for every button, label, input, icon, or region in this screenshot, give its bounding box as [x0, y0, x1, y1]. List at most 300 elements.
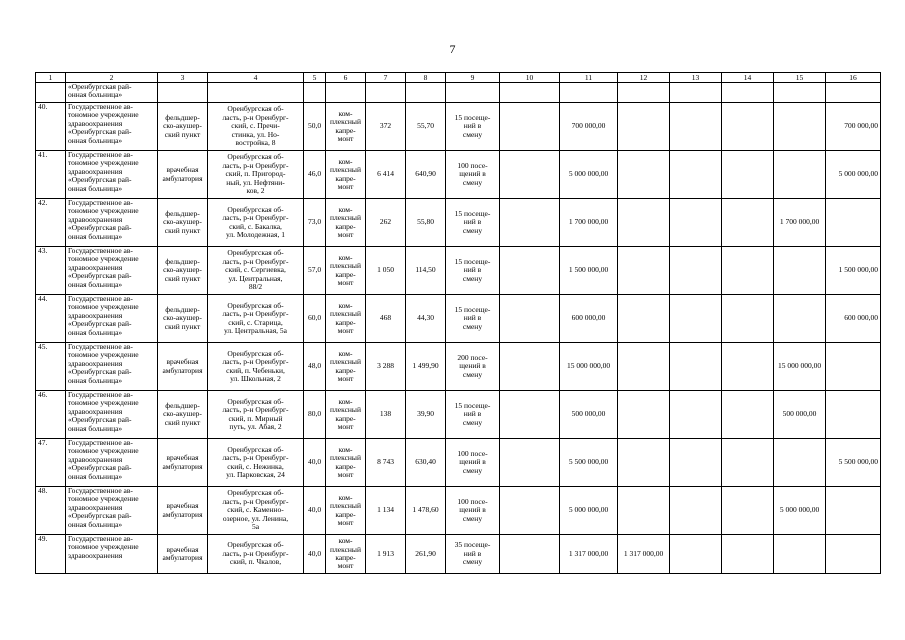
cell — [560, 83, 618, 103]
cell-area: 48,0 — [304, 343, 326, 391]
text-line: 100 посе- — [457, 160, 488, 170]
text-line: «Оренбургская рай- — [68, 319, 132, 329]
cell-organization — [66, 247, 158, 295]
text-line: «Оренбургская рай- — [68, 82, 132, 91]
cell-col-8: 630,40 — [406, 439, 446, 487]
cell-col-11: 15 000 000,00 — [560, 343, 618, 391]
cell-area: 80,0 — [304, 391, 326, 439]
cell-col-8: 55,70 — [406, 103, 446, 151]
cell-col-7: 6 414 — [366, 151, 406, 199]
cell-col-15 — [774, 151, 826, 199]
cell-col-7: 372 — [366, 103, 406, 151]
cell-address — [208, 391, 304, 439]
text-line: тономное учреждение — [68, 398, 139, 408]
cell-col-11: 700 000,00 — [560, 103, 618, 151]
text-line: ний в — [463, 265, 482, 275]
cell-work-type — [326, 343, 366, 391]
cell-col-10 — [500, 103, 560, 151]
cell-col-13 — [670, 487, 722, 535]
text-line: тономное учреждение — [68, 494, 139, 504]
cell-col-7: 8 743 — [366, 439, 406, 487]
text-line: ул. Школьная, 2 — [230, 373, 281, 383]
cell-organization — [66, 151, 158, 199]
text-line: здравоохранения — [68, 166, 123, 176]
cell-area: 73,0 — [304, 199, 326, 247]
cell-col-10 — [500, 391, 560, 439]
cell-organization — [66, 199, 158, 247]
text-line: смену — [462, 513, 483, 523]
text-line: ком- — [338, 300, 353, 310]
cell-address — [208, 535, 304, 574]
text-line: Государственное ав- — [68, 342, 133, 351]
col-header: 16 — [826, 73, 881, 83]
cell-work-type — [326, 247, 366, 295]
text-line: 100 посе- — [457, 448, 488, 458]
cell-col-16 — [826, 487, 881, 535]
cell-col-13 — [670, 535, 722, 574]
text-line: онная больница» — [68, 231, 123, 241]
col-header: 8 — [406, 73, 446, 83]
text-line: Государственное ав- — [68, 294, 133, 303]
cell-address — [208, 487, 304, 535]
cell-col-14 — [722, 199, 774, 247]
cell-facility-type — [158, 199, 208, 247]
cell-col-16: 600 000,00 — [826, 295, 881, 343]
text-line: ский пункт — [164, 273, 201, 283]
text-line: амбулатория — [162, 553, 203, 562]
text-line: здравоохранения — [68, 214, 123, 224]
cell — [722, 83, 774, 103]
text-line: ско-акушер- — [163, 265, 202, 275]
table-row — [36, 439, 881, 487]
cell-col-15 — [774, 535, 826, 574]
text-line: плексный — [330, 501, 361, 511]
col-header: 14 — [722, 73, 774, 83]
text-line: ский, п. Пригород- — [225, 169, 286, 179]
cell-col-10 — [500, 247, 560, 295]
text-line: ласть, р-н Оренбург- — [222, 453, 289, 463]
text-line: здравоохранения — [68, 550, 123, 560]
table-row — [36, 103, 881, 151]
cell-col-11: 5 500 000,00 — [560, 439, 618, 487]
text-line: здравоохранения — [68, 454, 123, 464]
cell-col-7: 1 913 — [366, 535, 406, 574]
text-line: Оренбургская об- — [227, 348, 284, 358]
text-line: Оренбургская об- — [227, 248, 284, 258]
text-line: ком- — [338, 444, 353, 454]
cell-col-14 — [722, 391, 774, 439]
text-line: амбулатория — [162, 461, 203, 471]
text-line: ский, с. Старица, — [228, 317, 283, 327]
text-line: смену — [462, 225, 483, 235]
text-line: ско-акушер- — [163, 217, 202, 227]
text-line: тономное учреждение — [68, 446, 139, 456]
text-line: капре- — [335, 553, 356, 562]
cell-col-15 — [774, 295, 826, 343]
text-line: ский, с. Бакалка, — [229, 221, 282, 231]
text-line: Государственное ав- — [68, 486, 133, 495]
text-line: ласть, р-н Оренбург- — [222, 357, 289, 367]
cell-capacity — [446, 295, 500, 343]
cell-row-number: 48. — [36, 487, 66, 535]
cell-col-11: 5 000 000,00 — [560, 487, 618, 535]
cell-col-16: 1 500 000,00 — [826, 247, 881, 295]
text-line: Государственное ав- — [68, 198, 133, 207]
cell-col-16 — [826, 199, 881, 247]
cell-col-13 — [670, 151, 722, 199]
cell — [326, 83, 366, 103]
text-line: плексный — [330, 544, 361, 554]
cell-organization — [66, 83, 158, 103]
cell-col-15: 1 700 000,00 — [774, 199, 826, 247]
cell-organization — [66, 343, 158, 391]
cell-row-number: 45. — [36, 343, 66, 391]
text-line: смену — [462, 177, 483, 187]
text-line: ласть, р-н Оренбург- — [222, 309, 289, 319]
cell-col-14 — [722, 343, 774, 391]
table-row — [36, 151, 881, 199]
cell-col-8: 1 478,60 — [406, 487, 446, 535]
cell-col-11: 600 000,00 — [560, 295, 618, 343]
col-header: 15 — [774, 73, 826, 83]
cell-col-12 — [618, 295, 670, 343]
col-header: 5 — [304, 73, 326, 83]
text-line: капре- — [335, 413, 356, 423]
text-line: 15 посеще- — [454, 304, 491, 314]
cell-col-12: 1 317 000,00 — [618, 535, 670, 574]
table-row — [36, 535, 881, 574]
text-line: 35 посеще- — [454, 540, 491, 550]
col-header: 13 — [670, 73, 722, 83]
cell-organization — [66, 439, 158, 487]
cell-facility-type — [158, 247, 208, 295]
text-line: 15 посеще- — [454, 208, 491, 218]
cell-area: 57,0 — [304, 247, 326, 295]
cell-col-11: 1 700 000,00 — [560, 199, 618, 247]
text-line: капре- — [335, 365, 356, 375]
cell-capacity — [446, 487, 500, 535]
text-line: тономное учреждение — [68, 350, 139, 360]
cell-row-number: 41. — [36, 151, 66, 199]
text-line: тономное учреждение — [68, 110, 139, 120]
col-header: 6 — [326, 73, 366, 83]
cell — [826, 83, 881, 103]
text-line: онная больница» — [68, 183, 123, 193]
text-line: плексный — [330, 309, 361, 319]
col-header: 9 — [446, 73, 500, 83]
text-line: ком- — [338, 156, 353, 166]
cell-col-12 — [618, 391, 670, 439]
text-line: Оренбургская об- — [227, 540, 284, 550]
text-line: ний в — [463, 548, 482, 558]
text-line: ком- — [338, 204, 353, 214]
text-line: онная больница» — [68, 135, 123, 145]
cell — [500, 83, 560, 103]
cell-col-15 — [774, 247, 826, 295]
text-line: онная больница» — [68, 375, 123, 385]
cell-col-12 — [618, 343, 670, 391]
text-line: ул. Парковская, 24 — [226, 469, 285, 479]
text-line: смену — [462, 369, 483, 379]
text-line: здравоохранения — [68, 502, 123, 512]
text-line: ком- — [338, 348, 353, 358]
cell-row-number: 46. — [36, 391, 66, 439]
text-line: ком- — [338, 536, 353, 546]
cell-row-number: 43. — [36, 247, 66, 295]
text-line: монт — [337, 373, 354, 383]
text-line: врачебная — [166, 357, 199, 367]
cell-col-14 — [722, 247, 774, 295]
text-line: тономное учреждение — [68, 542, 139, 552]
continuation-row — [36, 83, 881, 103]
text-line: «Оренбургская рай- — [68, 511, 132, 521]
cell-col-7: 262 — [366, 199, 406, 247]
cell-col-14 — [722, 487, 774, 535]
cell-col-13 — [670, 103, 722, 151]
col-header: 2 — [66, 73, 158, 83]
text-line: 88/2 — [248, 282, 263, 292]
cell-col-8: 39,90 — [406, 391, 446, 439]
cell-col-15 — [774, 103, 826, 151]
text-line: тономное учреждение — [68, 206, 139, 216]
text-line: Государственное ав- — [68, 534, 133, 543]
cell-col-8: 261,90 — [406, 535, 446, 574]
col-header: 12 — [618, 73, 670, 83]
cell-col-15: 5 000 000,00 — [774, 487, 826, 535]
cell-address — [208, 439, 304, 487]
cell — [158, 83, 208, 103]
text-line: ком- — [338, 396, 353, 406]
cell-col-13 — [670, 247, 722, 295]
text-line: смену — [462, 417, 483, 427]
cell-col-16 — [826, 535, 881, 574]
cell-capacity — [446, 391, 500, 439]
cell-organization — [66, 535, 158, 574]
cell-capacity — [446, 199, 500, 247]
text-line: ул. Молодежная, 1 — [226, 229, 285, 239]
cell-facility-type — [158, 391, 208, 439]
cell-col-16 — [826, 391, 881, 439]
text-line: ский, п. Мирный — [228, 413, 283, 423]
text-line: ний в — [463, 409, 482, 419]
text-line: врачебная — [166, 501, 199, 511]
cell-col-7: 1 050 — [366, 247, 406, 295]
cell-col-12 — [618, 151, 670, 199]
text-line: Оренбургская об- — [227, 104, 284, 114]
cell-col-12 — [618, 247, 670, 295]
col-header: 4 — [208, 73, 304, 83]
text-line: капре- — [335, 173, 356, 183]
text-line: монт — [337, 517, 354, 527]
text-line: Государственное ав- — [68, 150, 133, 159]
cell-col-8: 55,80 — [406, 199, 446, 247]
cell-area: 40,0 — [304, 439, 326, 487]
text-line: ул. Центральная, — [228, 273, 283, 283]
text-line: ком- — [338, 252, 353, 262]
cell-area: 46,0 — [304, 151, 326, 199]
text-line: ласть, р-н Оренбург- — [222, 548, 289, 558]
text-line: Государственное ав- — [68, 438, 133, 447]
cell-col-16: 5 000 000,00 — [826, 151, 881, 199]
cell-col-16: 700 000,00 — [826, 103, 881, 151]
cell-col-7: 468 — [366, 295, 406, 343]
cell — [670, 83, 722, 103]
text-line: щений в — [459, 169, 486, 179]
text-line: плексный — [330, 357, 361, 367]
cell-num — [36, 83, 66, 103]
cell-area: 40,0 — [304, 487, 326, 535]
cell-col-12 — [618, 487, 670, 535]
text-line: путь, ул. Абая, 2 — [229, 421, 282, 431]
cell-area: 40,0 — [304, 535, 326, 574]
col-header: 3 — [158, 73, 208, 83]
cell — [446, 83, 500, 103]
cell-capacity — [446, 343, 500, 391]
cell-col-10 — [500, 535, 560, 574]
cell-organization — [66, 391, 158, 439]
cell-facility-type — [158, 439, 208, 487]
text-line: смену — [462, 129, 483, 139]
text-line: плексный — [330, 261, 361, 271]
text-line: «Оренбургская рай- — [68, 271, 132, 281]
cell-facility-type — [158, 535, 208, 574]
text-line: монт — [337, 229, 354, 239]
text-line: ков, 2 — [246, 186, 265, 196]
text-line: монт — [337, 277, 354, 287]
text-line: капре- — [335, 269, 356, 279]
cell-address — [208, 103, 304, 151]
cell-address — [208, 247, 304, 295]
cell-col-10 — [500, 487, 560, 535]
cell-facility-type — [158, 487, 208, 535]
text-line: Оренбургская об- — [227, 204, 284, 214]
text-line: щений в — [459, 361, 486, 371]
cell — [208, 83, 304, 103]
text-line: ский, п. Чкалов, — [229, 557, 282, 567]
text-line: смену — [462, 321, 483, 331]
text-line: онная больница» — [68, 327, 123, 337]
text-line: ский, с. Нежинка, — [227, 461, 284, 471]
text-line: Государственное ав- — [68, 246, 133, 255]
cell — [366, 83, 406, 103]
cell-col-8: 114,50 — [406, 247, 446, 295]
text-line: ский, с. Пречи- — [231, 121, 280, 131]
cell-col-14 — [722, 439, 774, 487]
text-line: «Оренбургская рай- — [68, 463, 132, 473]
cell-row-number: 47. — [36, 439, 66, 487]
cell-organization — [66, 103, 158, 151]
text-line: онная больница» — [68, 90, 123, 100]
text-line: онная больница» — [68, 471, 123, 481]
cell-work-type — [326, 295, 366, 343]
text-line: капре- — [335, 461, 356, 471]
text-line: ний в — [463, 313, 482, 323]
cell-area: 50,0 — [304, 103, 326, 151]
text-line: озерное, ул. Ленина, — [222, 513, 289, 523]
text-line: ский пункт — [164, 417, 201, 427]
text-line: Оренбургская об- — [227, 444, 284, 454]
col-header: 1 — [36, 73, 66, 83]
text-line: «Оренбургская рай- — [68, 415, 132, 425]
text-line: 200 посе- — [457, 352, 488, 362]
table-row — [36, 391, 881, 439]
cell-col-11: 1 317 000,00 — [560, 535, 618, 574]
text-line: фельдшер- — [165, 400, 200, 410]
cell-col-7: 3 288 — [366, 343, 406, 391]
text-line: Государственное ав- — [68, 390, 133, 399]
text-line: плексный — [330, 165, 361, 175]
cell-capacity — [446, 247, 500, 295]
text-line: Оренбургская об- — [227, 152, 284, 162]
text-line: амбулатория — [162, 365, 203, 375]
cell-col-11: 500 000,00 — [560, 391, 618, 439]
cell-col-7: 138 — [366, 391, 406, 439]
col-header: 10 — [500, 73, 560, 83]
table-row — [36, 343, 881, 391]
text-line: 15 посеще- — [454, 112, 491, 122]
text-line: здравоохранения — [68, 406, 123, 416]
cell-work-type — [326, 439, 366, 487]
cell — [304, 83, 326, 103]
cell — [618, 83, 670, 103]
text-line: здравоохранения — [68, 262, 123, 272]
cell-capacity — [446, 103, 500, 151]
cell-col-13 — [670, 199, 722, 247]
text-line: капре- — [335, 221, 356, 231]
text-line: «Оренбургская рай- — [68, 175, 132, 185]
table-row — [36, 295, 881, 343]
text-line: здравоохранения — [68, 118, 123, 128]
cell-capacity — [446, 151, 500, 199]
text-line: фельдшер- — [165, 208, 200, 218]
cell-col-14 — [722, 151, 774, 199]
text-line: монт — [337, 421, 354, 431]
cell-facility-type — [158, 103, 208, 151]
cell-address — [208, 151, 304, 199]
cell-col-15: 500 000,00 — [774, 391, 826, 439]
text-line: тономное учреждение — [68, 158, 139, 168]
text-line: 5а — [251, 522, 260, 532]
cell-col-10 — [500, 199, 560, 247]
text-line: ский пункт — [164, 129, 201, 139]
table-row — [36, 199, 881, 247]
text-line: монт — [337, 561, 354, 571]
cell-col-13 — [670, 295, 722, 343]
text-line: плексный — [330, 453, 361, 463]
cell-col-10 — [500, 439, 560, 487]
cell-capacity — [446, 535, 500, 574]
text-line: ласть, р-н Оренбург- — [222, 496, 289, 506]
cell-address — [208, 295, 304, 343]
text-line: ласть, р-н Оренбург- — [222, 160, 289, 170]
col-header: 7 — [366, 73, 406, 83]
cell-work-type — [326, 151, 366, 199]
text-line: Государственное ав- — [68, 102, 133, 111]
text-line: «Оренбургская рай- — [68, 223, 132, 233]
text-line: монт — [337, 181, 354, 191]
cell-col-11: 1 500 000,00 — [560, 247, 618, 295]
text-line: ком- — [338, 108, 353, 118]
text-line: ско-акушер- — [163, 313, 202, 323]
cell — [406, 83, 446, 103]
text-line: онная больница» — [68, 519, 123, 529]
cell-address — [208, 199, 304, 247]
cell-facility-type — [158, 295, 208, 343]
table-row — [36, 247, 881, 295]
facilities-table — [35, 72, 881, 574]
text-line: ул. Центральная, 5а — [224, 325, 287, 335]
text-line: ский пункт — [164, 321, 201, 331]
